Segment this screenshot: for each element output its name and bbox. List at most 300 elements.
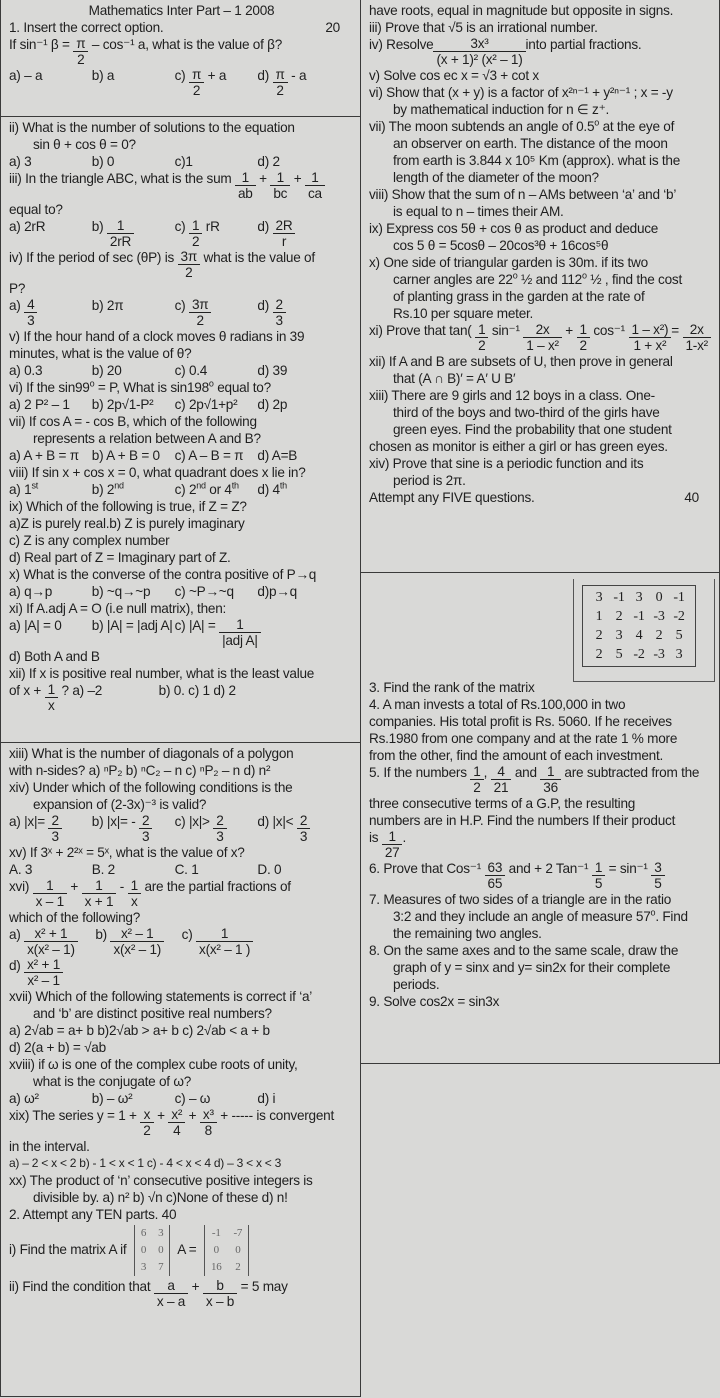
matrix-row — [589, 588, 689, 607]
fraction-denominator: 2 — [191, 234, 200, 249]
matrix-row — [135, 1259, 170, 1276]
text-segment: vii) The moon subtends an angle of 0.5 — [369, 119, 595, 134]
text-segment: xiv) Under which of the following conditions is the — [9, 780, 293, 795]
question-line — [9, 1073, 354, 1090]
question-line — [369, 438, 713, 455]
answer-option — [9, 67, 92, 84]
text-segment: what is the value of — [200, 250, 315, 265]
fraction-denominator: 2 — [473, 780, 481, 795]
fraction-denominator: 8 — [204, 1123, 212, 1138]
question-line — [9, 1189, 354, 1206]
question-line — [369, 2, 713, 19]
text-segment: v) If the hour hand of a clock moves θ radians in 39 — [9, 329, 305, 344]
text-segment: and + 2 Tan⁻¹ — [505, 861, 592, 876]
text-segment: . Find — [655, 909, 688, 924]
question-line — [9, 379, 354, 396]
objective-questions-xiii-xx-and-q2 — [0, 742, 361, 1397]
text-segment: b) a — [91, 68, 115, 83]
text-segment: of planting grass in the garden at the rate of — [393, 289, 645, 304]
question-line — [9, 844, 354, 861]
answer-option — [9, 481, 92, 498]
text-segment: xiii) What is the number of diagonals of a polygon — [9, 746, 294, 761]
answer-option — [175, 617, 261, 648]
text-segment: companies. His total profit is Rs. 5060. If he receives — [369, 714, 672, 729]
superscript: o — [581, 270, 587, 281]
fraction-denominator: 3 — [27, 313, 35, 328]
question-line — [9, 583, 354, 600]
text-segment: that (A ∩ B)′ = A′ U B′ — [393, 371, 516, 386]
text-segment: in the interval. — [9, 1139, 90, 1154]
fraction-numerator: 3x³ — [433, 36, 525, 52]
text-segment: a) ω² — [9, 1091, 39, 1106]
fraction-denominator: 5 — [654, 876, 662, 891]
matrix-cell: 2 — [595, 647, 603, 662]
text-segment: + — [153, 1108, 169, 1123]
answer-option — [9, 153, 92, 170]
text-segment: expansion of (2-3x)⁻³ is valid? — [33, 797, 207, 812]
fraction-denominator: x – a — [156, 1294, 186, 1309]
fraction — [128, 878, 141, 909]
text-segment: D. 0 — [257, 862, 282, 877]
fraction-numerator: 1 — [382, 829, 403, 845]
question-line — [369, 305, 713, 322]
text-segment: d) Real part of Z = Imaginary part of Z. — [9, 550, 231, 565]
fraction-numerator: 1 — [196, 926, 253, 942]
text-segment: b) A + B = 0 — [91, 448, 160, 463]
text-segment: b) — [91, 219, 107, 234]
question-line — [9, 682, 354, 713]
matrix-cell: -1 — [613, 590, 625, 605]
fraction-denominator: x – 1 — [35, 894, 64, 909]
question-line — [369, 387, 713, 404]
answer-option — [257, 861, 340, 878]
answer-option — [182, 926, 265, 957]
question-line — [9, 1005, 354, 1022]
text-segment: b) 2p√1-P² — [91, 397, 154, 412]
fraction-numerator: x² + 1 — [24, 926, 78, 942]
question-line — [9, 170, 354, 201]
question-line — [9, 345, 354, 362]
question-line — [369, 36, 713, 67]
answer-option — [9, 813, 92, 844]
short-questions-continued — [360, 0, 720, 573]
question-line — [369, 713, 713, 730]
fraction-denominator: ca — [307, 186, 322, 201]
fraction-denominator: 2 — [192, 83, 201, 98]
answer-option — [92, 447, 175, 464]
matrix-cell: 2 — [615, 609, 623, 624]
answer-option — [92, 583, 175, 600]
matrix-cell: -2 — [633, 647, 645, 662]
text-segment: cos 5 θ = 5cosθ – 20cos³θ + 16cos⁵θ — [393, 238, 609, 253]
text-segment: 8. On the same axes and to the same scale, draw the — [369, 943, 679, 958]
question-line — [9, 136, 354, 153]
text-segment: graph of y = sinx and y= sin2x for their complete — [393, 960, 671, 975]
text-segment: b) — [95, 927, 111, 942]
matrix-cell: -3 — [653, 647, 665, 662]
text-segment: green eyes. Find the probability that one student — [393, 422, 672, 437]
answer-option — [257, 218, 340, 249]
text-segment: xi) Prove that tan( — [369, 323, 476, 338]
text-segment: are subtracted from the — [560, 765, 700, 780]
answer-option — [9, 583, 92, 600]
question-line — [9, 762, 354, 779]
fraction-numerator: π — [73, 36, 88, 52]
text-segment: at the eye of — [599, 119, 675, 134]
fraction-numerator: π — [273, 67, 288, 83]
text-segment: by mathematical induction for n ∈ z⁺. — [393, 102, 610, 117]
text-segment: represents a relation between A and B? — [33, 431, 261, 446]
long-questions — [360, 572, 720, 1064]
fraction — [683, 322, 711, 353]
fraction-numerator: 1 — [33, 878, 67, 894]
fraction-numerator: 4 — [491, 764, 512, 780]
question-line — [9, 297, 354, 328]
fraction-numerator: 63 — [485, 860, 506, 876]
fraction-numerator: 2 — [297, 813, 310, 829]
question-line — [369, 455, 713, 472]
text-segment: - — [116, 879, 128, 894]
fraction-numerator: 1 — [45, 682, 58, 698]
text-segment: c) ~P→~q — [174, 584, 234, 599]
fraction — [273, 218, 296, 249]
question-line — [369, 860, 713, 891]
text-segment: the remaining two angles. — [393, 926, 542, 941]
text-segment: P? — [9, 281, 26, 296]
matrix-cell: 7 — [158, 1261, 164, 1273]
fraction — [178, 249, 200, 280]
text-segment: = 5 may — [237, 1279, 288, 1294]
answer-option — [92, 396, 175, 413]
text-segment: viii) Show that the sum of n – AMs between ‘a’ and ‘b’ — [369, 187, 677, 202]
fraction-numerator: 3π — [189, 297, 211, 313]
text-segment: xix) The series y = 1 + — [9, 1108, 141, 1123]
fraction — [154, 1278, 188, 1309]
fraction — [305, 170, 325, 201]
answer-option — [9, 218, 92, 235]
right-column — [360, 0, 720, 1064]
matrix-row — [205, 1242, 248, 1259]
fraction-denominator: 65 — [487, 876, 503, 891]
text-segment: are the partial fractions of — [140, 879, 291, 894]
fraction — [203, 1278, 237, 1309]
question-line — [369, 925, 713, 942]
text-segment: c) 2p√1+p² — [174, 397, 238, 412]
question-line — [369, 237, 713, 254]
text-segment: c) — [181, 927, 197, 942]
fraction-denominator: 3 — [275, 313, 283, 328]
text-segment: a) q→p — [9, 584, 53, 599]
text-segment: + a — [204, 68, 227, 83]
text-segment: d) i — [257, 1091, 276, 1106]
matrix-cell: 2 — [235, 1261, 241, 1273]
text-segment: a) 2√ab = a+ b b)2√ab > a+ b c) 2√ab < a + b — [9, 1023, 270, 1038]
question-line — [9, 362, 354, 379]
question-line — [369, 891, 713, 908]
fraction — [433, 36, 525, 67]
objective-questions-ii-xii — [0, 116, 361, 743]
text-segment: c) — [174, 68, 189, 83]
fraction-numerator: 2R — [273, 218, 296, 234]
text-segment: d)p→q — [257, 584, 297, 599]
answer-option — [257, 67, 340, 98]
text-segment: + — [290, 171, 305, 186]
text-segment: d) — [257, 68, 273, 83]
text-segment: Attempt any FIVE questions. — [369, 490, 535, 505]
fraction — [45, 682, 58, 713]
fraction — [189, 218, 202, 249]
question-line — [369, 67, 713, 84]
matrix-cell: -2 — [673, 609, 685, 624]
question-line — [369, 472, 713, 489]
text-segment: vi) If the sin99 — [9, 380, 90, 395]
fraction-denominator: 1 + x² — [633, 338, 667, 353]
text-segment: a) – 2 < x < 2 b) - 1 < x < 1 c) - 4 < x < 4 d) – 3 < x < 3 — [9, 1156, 282, 1170]
question-line — [369, 322, 713, 353]
question-line — [9, 396, 354, 413]
question-line — [9, 1172, 354, 1189]
question-line — [9, 1155, 354, 1172]
fraction — [73, 36, 88, 67]
text-segment: a) 0.3 — [9, 363, 43, 378]
text-segment: 1. Insert the correct option. — [9, 20, 164, 35]
text-segment: minutes, what is the value of θ? — [9, 346, 192, 361]
matrix-cell: -1 — [211, 1227, 221, 1239]
text-segment: b) 20 — [91, 363, 122, 378]
answer-option — [92, 218, 175, 249]
answer-option — [257, 447, 340, 464]
question-line — [369, 976, 713, 993]
text-segment: iv) If the period of sec (θP) is — [9, 250, 178, 265]
matrix-cell: -1 — [633, 609, 645, 624]
text-segment: three consecutive terms of a G.P, the resulting — [369, 796, 636, 811]
question-line — [9, 1056, 354, 1073]
question-line — [369, 370, 713, 387]
text-segment: xiii) There are 9 girls and 12 boys in a class. One- — [369, 388, 655, 403]
fraction — [540, 764, 561, 795]
text-segment: an observer on earth. The distance of the moon — [393, 136, 668, 151]
question-line — [9, 280, 354, 297]
answer-option — [9, 617, 92, 634]
question-line — [9, 796, 354, 813]
matrix-cell: -3 — [653, 609, 665, 624]
section-1-header-box — [0, 0, 361, 117]
question-line — [9, 566, 354, 583]
superscript: nd — [114, 480, 124, 491]
answer-option — [175, 396, 258, 413]
question-line — [9, 1107, 354, 1138]
text-segment: xii) If A and B are subsets of U, then prove in general — [369, 354, 673, 369]
fraction-numerator: 1 — [540, 764, 561, 780]
fraction-numerator: 1 — [305, 170, 325, 186]
question-line — [369, 747, 713, 764]
fraction-denominator: (x + 1)² (x² – 1) — [436, 52, 523, 67]
text-segment: xv) If 3ˣ + 2²ˣ = 5ˣ, what is the value of x? — [9, 845, 245, 860]
text-segment: a) 3 — [9, 154, 32, 169]
rank-matrix — [582, 585, 696, 667]
superscript: o — [650, 907, 656, 918]
answer-option — [92, 67, 175, 84]
fraction-numerator: x² – 1 — [110, 926, 164, 942]
text-segment: - a — [287, 68, 307, 83]
text-segment: B. 2 — [91, 862, 115, 877]
paper-title: Mathematics Inter Part – 1 2008 — [88, 3, 275, 18]
text-segment: d) — [9, 958, 25, 973]
answer-option — [92, 362, 175, 379]
text-segment: d) Both A and B — [9, 649, 100, 664]
question-line — [369, 404, 713, 421]
text-segment: 4. A man invests a total of Rs.100,000 in two — [369, 697, 626, 712]
matrix-cell: 3 — [595, 590, 603, 605]
fraction-denominator: x — [130, 894, 138, 909]
matrix-cell: 0 — [158, 1244, 164, 1256]
fraction — [48, 813, 61, 844]
text-segment: b) 2π — [91, 298, 124, 313]
fraction — [235, 170, 256, 201]
question-line — [369, 254, 713, 271]
fraction-denominator: 36 — [543, 780, 558, 795]
text-segment: a) 2 P² – 1 — [9, 397, 70, 412]
answer-option — [257, 481, 340, 498]
answer-option — [72, 682, 155, 699]
text-segment: iii) In the triangle ABC, what is the sum — [9, 171, 235, 186]
fraction — [475, 322, 488, 353]
question-line — [9, 813, 354, 844]
text-segment: A = — [174, 1242, 201, 1258]
question-line — [369, 169, 713, 186]
matrix — [204, 1225, 249, 1276]
fraction-denominator: 2 — [143, 1123, 151, 1138]
text-segment: which of the following? — [9, 910, 141, 925]
question-line — [369, 908, 713, 925]
answer-option — [92, 617, 175, 634]
matrix-cell: 1 — [595, 609, 603, 624]
fraction — [139, 813, 152, 844]
fraction — [592, 860, 605, 891]
text-segment: ix) Which of the following is true, if Z = Z? — [9, 499, 247, 514]
question-line — [9, 648, 354, 665]
question-line — [369, 135, 713, 152]
marks-label: 40 — [684, 490, 699, 505]
text-segment: third of the boys and two-third of the girls have — [393, 405, 660, 420]
answer-option — [9, 1090, 92, 1107]
question-line — [369, 795, 713, 812]
text-segment: 3:2 and they include an angle of measure 57 — [393, 909, 651, 924]
text-segment: d) 39 — [257, 363, 288, 378]
fraction-denominator: ab — [237, 186, 253, 201]
answer-option — [9, 297, 92, 328]
fraction-numerator: 1 — [592, 860, 605, 876]
text-segment: ii) What is the number of solutions to the equation — [9, 120, 295, 135]
text-segment: iii) Prove that √5 is an irrational number. — [369, 20, 598, 35]
question-line — [9, 515, 354, 532]
text-segment: b) Z is purely imaginary — [109, 516, 245, 531]
text-segment: d) — [257, 219, 273, 234]
text-segment: ix) Express cos 5θ + cos θ as product and deduce — [369, 221, 659, 236]
matrix-row — [589, 645, 689, 664]
text-segment: 5. If the numbers — [369, 765, 471, 780]
fraction — [470, 764, 483, 795]
answer-option — [257, 297, 340, 328]
text-segment: a) – a — [9, 68, 43, 83]
question-line — [369, 271, 713, 288]
fraction-numerator: 4 — [24, 297, 37, 313]
question-line — [9, 249, 354, 280]
question-line — [369, 764, 713, 795]
question-line — [9, 67, 354, 98]
question-line — [369, 186, 713, 203]
text-segment: from earth is 3.844 x 10⁵ Km (approx). what is the — [393, 153, 681, 168]
question-line — [9, 532, 354, 549]
text-segment: c) 2 — [174, 482, 197, 497]
superscript: o — [512, 270, 518, 281]
fraction-numerator: π — [189, 67, 204, 83]
fraction — [523, 322, 562, 353]
text-segment: ii) Find the condition that — [9, 1279, 154, 1294]
fraction-numerator: x² — [168, 1107, 185, 1123]
fraction-numerator: x² + 1 — [24, 957, 63, 973]
text-segment: 7. Measures of two sides of a triangle are in the ratio — [369, 892, 672, 907]
superscript: o — [594, 117, 600, 128]
question-line — [9, 1090, 354, 1107]
answer-option — [92, 481, 175, 498]
text-segment: d) 2(a + b) = √ab — [9, 1040, 106, 1055]
text-segment: divisible by. a) n² b) √n c)None of these d) n! — [33, 1190, 288, 1205]
fraction-numerator: x — [140, 1107, 153, 1123]
matrix-cell: 2 — [595, 628, 603, 643]
matrix-cell: 0 — [140, 1244, 147, 1256]
question-line — [9, 1039, 354, 1056]
fraction-denominator: 1 – x² — [526, 338, 559, 353]
fraction-denominator: x(x² – 1) — [113, 942, 162, 957]
question-line — [9, 430, 354, 447]
text-segment: chosen as monitor is either a girl or has green eyes. — [369, 439, 668, 454]
question-line — [9, 909, 354, 926]
text-segment: xiv) Prove that sine is a periodic function and its — [369, 456, 644, 471]
answer-option — [257, 153, 340, 170]
answer-option — [92, 1090, 175, 1107]
text-segment: viii) If sin x + cos x = 0, what quadrant does x lie in? — [9, 465, 306, 480]
fraction-numerator: 3π — [178, 249, 200, 265]
matrix-cell: 3 — [140, 1261, 147, 1273]
text-segment: b) 0 — [91, 154, 115, 169]
text-segment: c) |x|> — [174, 814, 214, 829]
text-segment: a) — [9, 298, 25, 313]
superscript: th — [231, 480, 239, 491]
fraction-denominator: bc — [273, 186, 288, 201]
question-line — [369, 993, 713, 1010]
fraction — [491, 764, 512, 795]
fraction — [24, 957, 63, 988]
question-list — [369, 2, 713, 506]
fraction-denominator: x(x² – 1 ) — [199, 942, 251, 957]
matrix-cell: 16 — [211, 1261, 222, 1273]
answer-option — [92, 153, 175, 170]
text-segment: sin⁻¹ — [488, 323, 524, 338]
text-segment: 9. Solve cos2x = sin3x — [369, 994, 500, 1009]
question-line — [9, 119, 354, 136]
question-line — [9, 447, 354, 464]
answer-option — [257, 583, 340, 600]
text-segment: If sin⁻¹ β = — [9, 37, 74, 52]
fraction-numerator: 1 – x²) — [629, 322, 672, 338]
fraction — [24, 926, 78, 957]
question-line — [9, 1206, 354, 1223]
fraction-denominator: 5 — [594, 876, 603, 891]
text-segment: d) A=B — [257, 448, 298, 463]
question-line — [9, 926, 354, 957]
text-segment: of x + — [9, 683, 45, 698]
